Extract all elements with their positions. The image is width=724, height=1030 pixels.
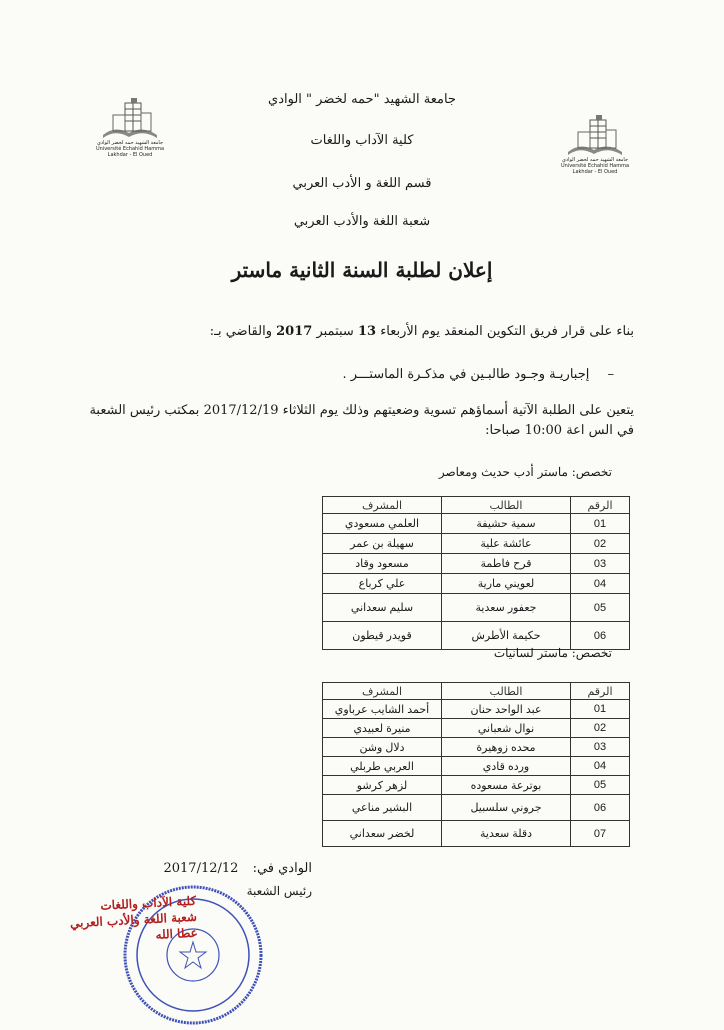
students-table-linguistics [322, 682, 630, 847]
row-num: 02 [571, 719, 630, 738]
faculty-name: كلية الآداب واللغات [310, 133, 414, 148]
row-supervisor: لخضر سعداني [323, 821, 442, 847]
table-row [323, 795, 630, 821]
header-student: الطالب [442, 497, 571, 514]
row-supervisor: مسعود وقاد [323, 554, 442, 574]
department-name: قسم اللغة و الأدب العربي [292, 176, 432, 191]
intro-part-3: والقاضي بـ: [209, 324, 272, 339]
row-num: 05 [571, 776, 630, 795]
row-num: 04 [571, 574, 630, 594]
header-student: الطالب [442, 683, 571, 700]
stamp-line-3: عطا الله [155, 925, 199, 942]
date-line [163, 861, 312, 876]
table-header-row [323, 683, 630, 700]
row-supervisor: لزهر كرشو [323, 776, 442, 795]
row-student: لعويني مارية [442, 574, 571, 594]
row-num: 07 [571, 821, 630, 847]
row-num: 01 [571, 700, 630, 719]
table-header-row [323, 497, 630, 514]
row-supervisor: دلال وشن [323, 738, 442, 757]
row-student: جروني سلسبيل [442, 795, 571, 821]
university-name: جامعة الشهيد "حمه لخضر " الوادي [268, 92, 456, 107]
table-row [323, 821, 630, 847]
row-num: 03 [571, 554, 630, 574]
row-student: نوال شعباني [442, 719, 571, 738]
intro-month: سبتمبر [316, 324, 354, 339]
logo-caption-en: Université Echahid Hamma Lakhdar - El Oued [560, 163, 630, 175]
stamp-line-2: شعبة اللغة والأدب العربي [69, 909, 198, 931]
row-student: جعفور سعدية [442, 594, 571, 622]
intro-day: 13 [357, 324, 377, 339]
students-table-modern-literature [322, 496, 630, 650]
header-supervisor: المشرف [323, 497, 442, 514]
row-num: 03 [571, 738, 630, 757]
row-supervisor: علي كرباع [323, 574, 442, 594]
row-student: عبد الواحد حنان [442, 700, 571, 719]
bullet-dash: – [607, 367, 614, 382]
table-row [323, 514, 630, 534]
row-num: 05 [571, 594, 630, 622]
table-row [323, 719, 630, 738]
table-row [323, 700, 630, 719]
row-student: قرح فاطمة [442, 554, 571, 574]
table-row [323, 738, 630, 757]
intro-year: 2017 [276, 324, 313, 339]
row-student: بوترعة مسعوده [442, 776, 571, 795]
branch-name: شعبة اللغة والأدب العربي [293, 214, 431, 229]
intro-paragraph [74, 322, 634, 342]
row-num: 01 [571, 514, 630, 534]
stamp-line-1: كلية الآداب واللغات [100, 893, 197, 913]
row-student: عائشة علية [442, 534, 571, 554]
requirement-bullet [342, 367, 614, 382]
row-num: 02 [571, 534, 630, 554]
logo-caption-ar: جامعة الشهيد حمه لخضر الوادي [96, 140, 164, 146]
date-value: 2017/12/12 [163, 861, 239, 876]
row-student: دقلة سعدية [442, 821, 571, 847]
row-supervisor: منيرة لعبيدي [323, 719, 442, 738]
row-supervisor: العلمي مسعودي [323, 514, 442, 534]
announcement-title: إعلان لطلبة السنة الثانية ماستر [231, 258, 493, 282]
logo-caption-en: Université Echahid Hamma Lakhdar - El Oued [95, 146, 165, 158]
table-row [323, 594, 630, 622]
row-num: 04 [571, 757, 630, 776]
header-num: الرقم [571, 497, 630, 514]
specialization-label-1: تخصص: ماستر أدب حديث ومعاصر [438, 465, 612, 479]
table-row [323, 534, 630, 554]
row-supervisor: سهيلة بن عمر [323, 534, 442, 554]
date-label: الوادي في: [252, 861, 312, 876]
row-supervisor: أحمد الشايب عرباوي [323, 700, 442, 719]
table-row [323, 757, 630, 776]
row-supervisor: العربي طربلي [323, 757, 442, 776]
header-supervisor: المشرف [323, 683, 442, 700]
row-student: سمية حشيفة [442, 514, 571, 534]
row-supervisor: قويدر قيطون [323, 622, 442, 650]
row-student: ورده قادي [442, 757, 571, 776]
stamp-signature-text [69, 893, 198, 948]
row-supervisor: البشير مناعي [323, 795, 442, 821]
table-row [323, 554, 630, 574]
specialization-label-2: تخصص: ماستر لسانيات [493, 646, 612, 660]
row-num: 06 [571, 622, 630, 650]
signature-title: رئيس الشعبة [246, 884, 312, 898]
table-row [323, 574, 630, 594]
logo-caption-ar: جامعة الشهيد حمه لخضر الوادي [561, 157, 629, 163]
requirement-text: إجباريـة وجـود طالبـين في مذكـرة الماستـــر . [342, 367, 590, 382]
table-row [323, 776, 630, 795]
row-num: 06 [571, 795, 630, 821]
notice-paragraph: يتعين على الطلبة الآتية أسماؤهم تسوية وضعيتهم وذلك يوم الثلاثاء 2017/12/19 بمكتب رئيس الشعبة في الس اعة 10:00 صباحا: [89, 403, 634, 438]
header-num: الرقم [571, 683, 630, 700]
row-student: محده زوهيرة [442, 738, 571, 757]
row-student: حكيمة الأطرش [442, 622, 571, 650]
intro-part-1: بناء على قرار فريق التكوين المنعقد يوم الأربعاء [380, 324, 634, 339]
row-supervisor: سليم سعداني [323, 594, 442, 622]
